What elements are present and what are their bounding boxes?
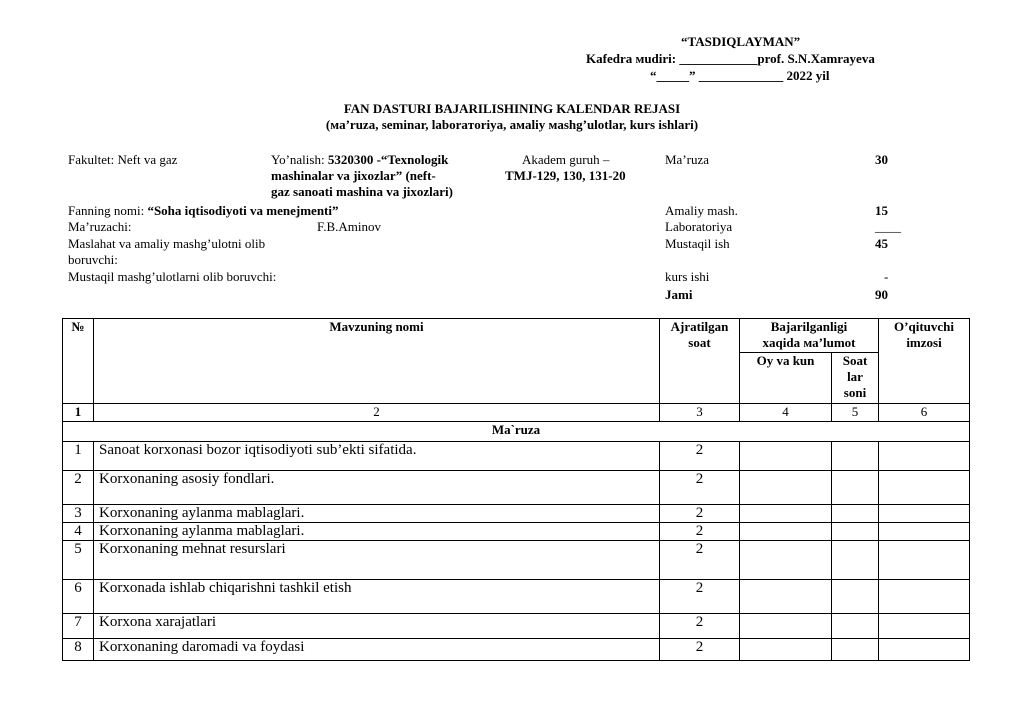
row-hours-count-cell	[832, 639, 879, 661]
subject-line	[68, 203, 339, 218]
hours-lecture-label: Ma’ruza	[665, 152, 710, 167]
row-number: 5	[63, 541, 94, 580]
section-title: Ma`ruza	[63, 422, 970, 442]
row-hours-count-cell	[832, 471, 879, 505]
subject-name: “Soha iqtisodiyoti va menejmenti”	[147, 203, 339, 218]
row-date-cell	[740, 614, 832, 639]
row-topic: Korxonaning aylanma mablaglari.	[94, 505, 660, 523]
direction-label: Yo’nalish:	[271, 152, 325, 167]
row-hours-count-cell	[832, 505, 879, 523]
section-row	[63, 422, 970, 442]
row-topic: Korxonaning aylanma mablaglari.	[94, 523, 660, 541]
header-date: Oy va kun	[740, 353, 832, 404]
header-hours-count-line-2: lar	[847, 369, 863, 384]
column-number: 3	[660, 404, 740, 422]
row-signature-cell	[879, 442, 970, 471]
hours-practice-value: 15	[875, 203, 888, 218]
document-title: FAN DASTURI BAJARILISHINING KALENDAR REJASI	[343, 101, 681, 116]
direction-line-2: mashinalar va jixozlar” (neft-	[271, 168, 436, 183]
row-topic: Korxona xarajatlari	[94, 614, 660, 639]
hours-coursework-label: kurs ishi	[665, 269, 710, 284]
row-signature-cell	[879, 614, 970, 639]
header-number: №	[63, 319, 94, 404]
hours-independent-label: Mustaqil ish	[665, 236, 730, 251]
table-row	[63, 580, 970, 614]
direction-code: 5320300 -“Texnologik	[327, 152, 449, 167]
row-signature-cell	[879, 580, 970, 614]
hours-lecture-value: 30	[875, 152, 888, 167]
header-completion-line-2: xaqida мa’lumot	[762, 335, 856, 350]
table-row	[63, 442, 970, 471]
row-number: 8	[63, 639, 94, 661]
row-number: 6	[63, 580, 94, 614]
department-head-blank: ____________	[679, 51, 758, 66]
row-number: 2	[63, 471, 94, 505]
table-row	[63, 614, 970, 639]
table-row	[63, 471, 970, 505]
header-signature-line-2: imzosi	[906, 335, 942, 350]
row-hours-count-cell	[832, 614, 879, 639]
header-allocated-hours-line-2: soat	[688, 335, 711, 350]
row-topic: Korxonaning mehnat resurslari	[94, 541, 660, 580]
direction-line-1	[271, 152, 448, 167]
row-hours: 2	[660, 471, 740, 505]
row-date-cell	[740, 541, 832, 580]
header-hours-count-line-3: soni	[843, 385, 867, 400]
hours-laboratory-value: ____	[875, 219, 901, 234]
academic-group-label: Akadem guruh –	[522, 152, 610, 167]
subject-label: Fanning nomi:	[68, 203, 145, 218]
header-allocated-hours	[660, 319, 740, 404]
hours-practice-label: Amaliy mash.	[665, 203, 738, 218]
faculty: Fakultet: Neft va gaz	[68, 152, 178, 167]
row-hours: 2	[660, 505, 740, 523]
row-signature-cell	[879, 639, 970, 661]
row-topic: Korxonaning daromadi va foydasi	[94, 639, 660, 661]
row-number: 1	[63, 442, 94, 471]
department-head-label: Kafedra мudiri:	[586, 51, 677, 66]
header-allocated-hours-line-1: Ajratilgan	[670, 319, 729, 334]
table-header-row	[63, 319, 970, 353]
row-date-cell	[740, 505, 832, 523]
hours-laboratory-label: Laboratoriya	[665, 219, 733, 234]
column-number: 1	[63, 404, 94, 422]
table-row	[63, 505, 970, 523]
hours-total-value: 90	[875, 287, 888, 302]
header-hours-count	[832, 353, 879, 404]
row-hours-count-cell	[832, 580, 879, 614]
row-signature-cell	[879, 523, 970, 541]
lecturer-label: Ma’ruzachi:	[68, 219, 132, 234]
department-head-name: prof. S.N.Xamrayeva	[757, 51, 875, 66]
column-number: 4	[740, 404, 832, 422]
column-number: 6	[879, 404, 970, 422]
table-row	[63, 541, 970, 580]
hours-total-label: Jami	[665, 287, 693, 302]
row-signature-cell	[879, 541, 970, 580]
row-hours: 2	[660, 580, 740, 614]
row-hours: 2	[660, 442, 740, 471]
row-date-cell	[740, 523, 832, 541]
hours-independent-value: 45	[875, 236, 888, 251]
table-row	[63, 523, 970, 541]
academic-group-value: TMJ-129, 130, 131-20	[505, 168, 626, 183]
row-date-cell	[740, 442, 832, 471]
row-topic: Sanoat korxonasi bozor iqtisodiyoti sub’ekti sifatida.	[94, 442, 660, 471]
approval-title: “TASDIQLAYMAN”	[681, 34, 801, 49]
row-topic: Korxonaning asosiy fondlari.	[94, 471, 660, 505]
independent-teacher-label: Mustaqil mashg’ulotlarni olib boruvchi:	[68, 269, 277, 284]
row-number: 7	[63, 614, 94, 639]
approval-date-line: “_____” _____________ 2022 yil	[650, 68, 830, 83]
row-hours: 2	[660, 639, 740, 661]
header-teacher-signature	[879, 319, 970, 404]
hours-coursework-value: -	[884, 269, 889, 284]
row-hours-count-cell	[832, 442, 879, 471]
header-completion-info	[740, 319, 879, 353]
row-hours: 2	[660, 541, 740, 580]
lecturer-name: F.B.Aminov	[317, 219, 381, 234]
row-topic: Korxonada ishlab chiqarishni tashkil etish	[94, 580, 660, 614]
row-date-cell	[740, 639, 832, 661]
row-hours-count-cell	[832, 523, 879, 541]
column-number: 2	[94, 404, 660, 422]
header-topic: Mavzuning nomi	[94, 319, 660, 404]
row-hours-count-cell	[832, 541, 879, 580]
header-hours-count-line-1: Soat	[842, 353, 868, 368]
row-date-cell	[740, 471, 832, 505]
row-number: 4	[63, 523, 94, 541]
table-row	[63, 639, 970, 661]
department-head-line	[586, 51, 875, 67]
document-subtitle: (мa’ruza, seminar, laboraтoriya, aмaliy мashg’ulotlar, kurs ishlari)	[325, 117, 699, 132]
column-number-row	[63, 404, 970, 422]
row-signature-cell	[879, 471, 970, 505]
row-signature-cell	[879, 505, 970, 523]
header-completion-line-1: Bajarilganligi	[770, 319, 848, 334]
direction-line-3: gaz sanoati mashina va jixozlari)	[271, 184, 453, 199]
practice-teacher-label-1: Maslahat va amaliy mashg’ulotni olib	[68, 236, 266, 251]
row-number: 3	[63, 505, 94, 523]
header-signature-line-1: O’qituvchi	[894, 319, 954, 334]
row-date-cell	[740, 580, 832, 614]
column-number: 5	[832, 404, 879, 422]
practice-teacher-label-2: boruvchi:	[68, 252, 118, 267]
row-hours: 2	[660, 523, 740, 541]
calendar-plan-table	[62, 318, 970, 661]
row-hours: 2	[660, 614, 740, 639]
